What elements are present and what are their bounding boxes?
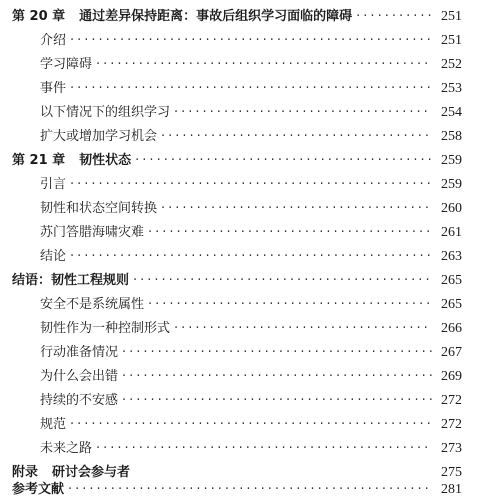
entry-title: 结论	[40, 249, 67, 264]
entry-title: 韧性作为一种控制形式	[40, 321, 171, 336]
dot-leader	[133, 269, 432, 293]
entry-title: 行动准备情况	[40, 345, 119, 360]
entry-title: 为什么会出错	[40, 369, 119, 384]
toc-entry[interactable]	[40, 221, 462, 245]
toc-entry[interactable]	[40, 173, 462, 197]
page-number: 254	[441, 105, 462, 120]
dot-leader	[356, 5, 432, 29]
toc-entry[interactable]	[40, 77, 462, 101]
dot-leader	[96, 53, 432, 77]
toc-entry[interactable]	[40, 413, 462, 437]
entry-title: 规范	[40, 417, 67, 432]
page-number: 273	[441, 441, 462, 456]
page-number: 265	[441, 297, 462, 312]
page-number: 258	[441, 129, 462, 144]
toc-entry[interactable]	[40, 389, 462, 413]
page-number: 263	[441, 249, 462, 264]
entry-title: 学习障碍	[40, 57, 93, 72]
page-number: 269	[441, 369, 462, 384]
entry-title: 未来之路	[40, 441, 93, 456]
chapter-title: 研讨会参与者	[52, 465, 131, 480]
chapter-number: 第 21 章	[12, 153, 66, 168]
entry-title: 引言	[40, 177, 67, 192]
chapter-title: 韧性状态	[79, 153, 132, 168]
toc-entry[interactable]	[40, 245, 462, 269]
toc-entry[interactable]	[40, 317, 462, 341]
dot-leader	[122, 365, 432, 389]
chapter-title: 参考文献	[12, 482, 65, 497]
page-number: 252	[441, 57, 462, 72]
page-number: 272	[441, 417, 462, 432]
entry-title: 安全不是系统属性	[40, 297, 145, 312]
entry-title: 介绍	[40, 33, 67, 48]
page-number: 260	[441, 201, 462, 216]
page-number: 281	[441, 482, 462, 497]
entry-title: 韧性和状态空间转换	[40, 201, 158, 216]
entry-title: 以下情况下的组织学习	[40, 105, 171, 120]
toc-entry[interactable]	[40, 437, 462, 461]
dot-leader	[70, 77, 432, 101]
toc-entry[interactable]	[40, 101, 462, 125]
entry-title: 持续的不安感	[40, 393, 119, 408]
page-number: 261	[441, 225, 462, 240]
page-number: 267	[441, 345, 462, 360]
toc-chapter-21[interactable]	[12, 149, 462, 173]
page-number: 265	[441, 273, 462, 288]
entry-title: 扩大或增加学习机会	[40, 129, 158, 144]
dot-leader	[122, 341, 432, 365]
chapter-number: 第 20 章	[12, 9, 66, 24]
toc-entry[interactable]	[40, 365, 462, 389]
dot-leader	[70, 413, 432, 437]
toc-entry[interactable]	[40, 341, 462, 365]
dot-leader	[135, 149, 432, 173]
toc-conclusion[interactable]	[12, 269, 462, 293]
page-number: 251	[441, 33, 462, 48]
dot-leader	[70, 173, 432, 197]
entry-title: 事件	[40, 81, 67, 96]
page-number: 253	[441, 81, 462, 96]
dot-leader	[148, 293, 432, 317]
dot-leader	[70, 245, 432, 269]
page-number: 266	[441, 321, 462, 336]
toc-chapter-20[interactable]	[12, 5, 462, 29]
chapter-title: 结语：韧性工程规则	[12, 273, 130, 288]
toc-entry[interactable]	[40, 125, 462, 149]
dot-leader	[174, 317, 432, 341]
dot-leader	[161, 125, 432, 149]
page-number: 251	[441, 9, 462, 24]
toc-entry[interactable]	[40, 293, 462, 317]
page-number: 275	[441, 465, 462, 480]
toc-entry[interactable]	[40, 197, 462, 221]
dot-leader	[68, 478, 432, 502]
dot-leader	[70, 29, 432, 53]
chapter-number: 附录	[12, 465, 39, 480]
dot-leader	[122, 389, 432, 413]
toc-entry[interactable]	[40, 53, 462, 77]
dot-leader	[161, 197, 432, 221]
dot-leader	[148, 221, 432, 245]
page-number: 259	[441, 153, 462, 168]
dot-leader	[174, 101, 432, 125]
dot-leader	[96, 437, 432, 461]
toc-references[interactable]	[12, 478, 462, 502]
chapter-title: 通过差异保持距离：事故后组织学习面临的障碍	[79, 9, 353, 24]
page-number: 272	[441, 393, 462, 408]
toc-entry[interactable]	[40, 29, 462, 53]
entry-title: 苏门答腊海啸灾难	[40, 225, 145, 240]
page-number: 259	[441, 177, 462, 192]
